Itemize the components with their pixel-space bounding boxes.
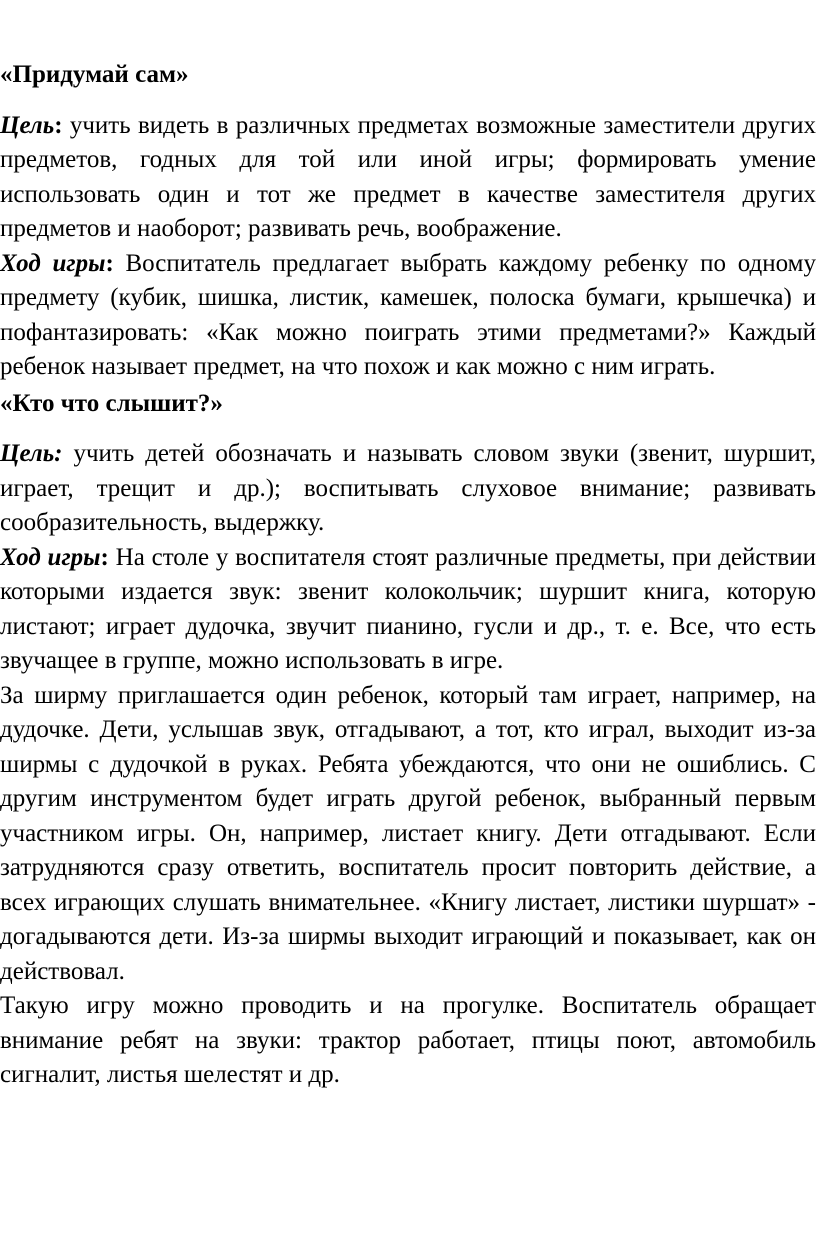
goal-paragraph <box>0 109 816 247</box>
game-title-invent-yourself: «Придумай сам» <box>0 61 189 88</box>
document-body <box>0 58 816 1093</box>
game-title-who-hears-what: «Кто что слышит?» <box>0 389 223 417</box>
course-label <box>0 250 114 277</box>
course-label-colon: : <box>100 543 109 571</box>
course-label-word: Ход игры <box>0 249 106 277</box>
goal-text: учить видеть в различных предметах возможные заместители других предметов, годных для той или иной игры; формировать умение использовать один и тот же предмет в качестве заместителя других предметов и наоборот; развивать речь, воображение. <box>0 111 816 242</box>
course-paragraph <box>0 541 816 679</box>
course-text: На столе у воспитателя стоят различные предметы, при действии которыми издается звук: звенит колокольчик; шуршит книга, которую листают; играет дудочка, звучит пианино, гусли и др., т. е. Все, что есть звучащее в группе, можно использовать в игре. <box>0 543 816 674</box>
goal-paragraph <box>0 437 816 541</box>
course-label-word: Ход игры <box>0 543 101 571</box>
game-description-paragraph: За ширму приглашается один ребенок, который там играет, например, на дудочке. Дети, услышав звук, отгадывают, а тот, кто играл, выходит из-за ширмы с дудочкой в руках. Ребята убеждаются, что они не ошиблись. С другим инструментом будет играть другой ребенок, выбранный первым участником игры. Он, например, листает книгу. Дети отгадывают. Если затрудняются сразу ответить, воспитатель просит повторить действие, а всех играющих слушать внимательнее. «Книгу листает, листики шуршат» - догадываются дети. Из-за ширмы выходит играющий и показывает, как он действовал. <box>0 681 816 985</box>
goal-text: учить детей обозначать и называть словом звуки (звенит, шуршит, играет, трещит и др.); воспитывать слуховое внимание; развивать сообразительность, выдержку. <box>0 440 816 536</box>
course-label <box>0 544 109 571</box>
course-label-colon: : <box>105 249 114 277</box>
goal-label <box>0 112 63 139</box>
goal-label-word: Цель: <box>0 440 63 467</box>
goal-label-word: Цель <box>0 111 55 139</box>
goal-label <box>0 440 63 467</box>
course-text: Воспитатель предлагает выбрать каждому ребенку по одному предмету (кубик, шишка, листик, камешек, полоска бумаги, крышечка) и пофантазировать: «Как можно поиграть этими предметами?» Каждый ребенок называет предмет, на что похож и как можно с ним играть. <box>0 249 816 380</box>
goal-label-colon: : <box>54 111 63 139</box>
outdoor-variant-paragraph: Такую игру можно проводить и на прогулке. Воспитатель обращает внимание ребят на звуки: трактор работает, птицы поют, автомобиль сигналит, листья шелестят и др. <box>0 992 816 1088</box>
course-paragraph <box>0 247 816 385</box>
